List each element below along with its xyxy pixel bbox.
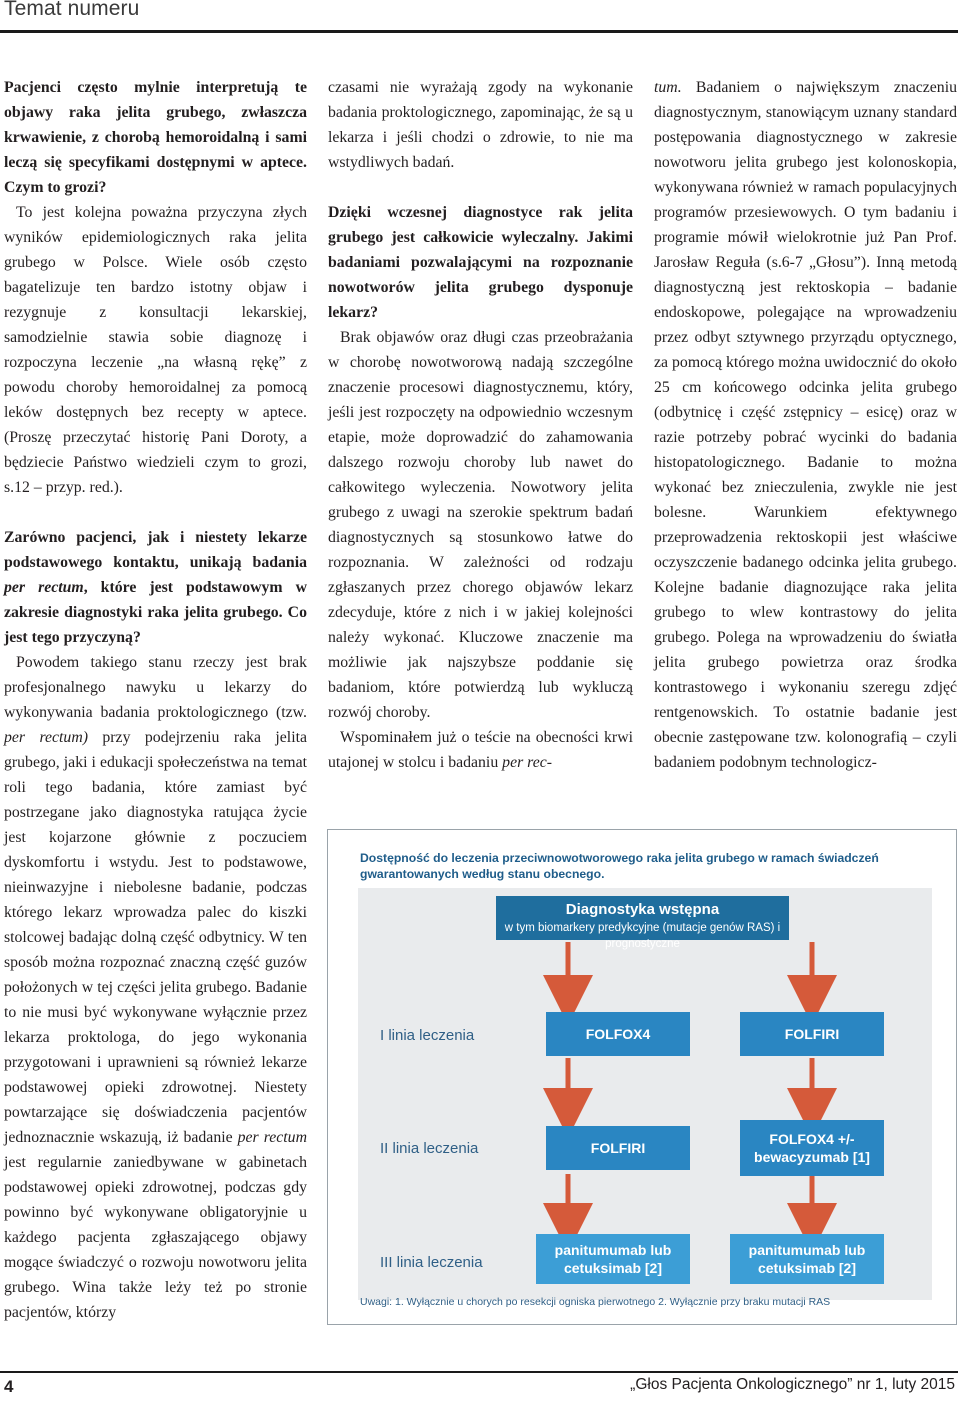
answer-2-continued: czasami nie wyrażają zgody na wykonanie badania proktologicznego, zapominając, że są u lekarza i jeśli chodzi o zdrowie, to nie ma wstydliwych badań. [328,79,633,171]
answer-2: Powodem takiego stanu rzeczy jest brak profesjonalnego nawyku u lekarzy do wykonywania badania proktologicznego (tzw. per rectum) przy podejrzeniu raka jelita grubego, jaki i edukacji społeczeństwa na temat roli tego badania, które zamiast być postrzegane jako diagnostyka ratująca życie jest kojarzone głównie z poczuciem dyskomfortu i wstydu. Jest to podstawowe, nieinwazyjne i niebolesne badanie, podczas którego lekarz wprowadza palec do kiszki stolcowej badając dolną część odbytnicy. W ten sposób można rozpoznać znaczną część guzów położonych w tej części jelita grubego. Badanie to nie musi być wykonywane wyłącznie przez lekarza proktologa, do jego wykonania przygotowani i uprawnieni są również lekarze podstawowej opieki zdrowotnej. Niestety powtarzające się doświadczenia pacjentów jednoznacznie wskazują, iż badanie per rectum jest regularnie zaniedbywane w gabinetach podstawowej opieki zdrowotnej, podczas gdy powinno być wykonywane obligatoryjnie u każdego pacjenta zgłaszającego objawy mogące świadczyć o rozwoju nowotworu jelita grubego. Wina także leży też po stronie pacjentów, którzy [4,654,307,1321]
answer-3-continued: tum. Badaniem o największym znaczeniu diagnostycznym, stanowiącym uznany standard postępowania diagnostycznego w zakresie nowotworu jelita grubego jest kolonoskopia, wykonywana również w ramach populacyjnych programów przesiewowych. O tym badaniu i programie mówił wielokrotnie już Pan Prof. Jarosław Reguła (s.6-7 „Głosu”). Inną metodą diagnostyczną jest rektoskopia – badanie endoskopowe, polegające na wprowadzeniu przez odbyt sztywnego przyrządu optycznego, za pomocą którego można uwidocznić do około 25 cm końcowego odcinka jelita grubego (odbytnicę i część zstępnicy – esicę) oraz w razie potrzeby pobrać wycinki do badania histopatologicznego. Badanie to można wykonać bez znieczulenia, zwykle nie jest bolesne. Warunkiem efektywnego przeprowadzenia rektoskopii jest właściwe oczyszczenie badanego odcinka jelita grubego. Kolejne badanie diagnozujące raka jelita grubego to wlew kontrastowy do jelita grubego. Polega na wprowadzeniu do światła jelita grubego powietrza oraz środka kontrastowego i wykonaniu szeregu zdjęć rentgenowskich. To ostatnie badanie jest obecnie zastępowane tzw. kolonografią – czyli badaniem podobnym technologicz- [654,79,957,771]
figure-caption: Dostępność do leczenia przeciwnowotworowego raka jelita grubego w ramach świadczeń gwarantowanych według stanu obecnego. [360,851,879,881]
box-initial-diagnostics-subtitle: w tym biomarkery predykcyjne (mutacje genów RAS) i prognostyczne [504,922,781,950]
label-second-line: II linia leczenia [380,1140,479,1157]
answer-1: To jest kolejna poważna przyczyna złych wyników epidemiologicznych raka jelita grubego w Polsce. Wiele osób często bagatelizuje ten bardzo istotny objaw i rezygnuje z konsultacji lekarskiej, samodzielnie stawia sobie diagnozę i rozpoczyna leczenie „na własną rękę” z powodu choroby hemoroidalnej za pomocą leków dostępnych bez recepty w aptece. (Proszę przeczytać historię Pani Doroty, a będziecie Państwo wiedzieli czym to grozi, s.12 – przyp. red.). [4,204,307,496]
question-1: Pacjenci często mylnie interpretują te objawy raka jelita grubego, zwłaszcza krwawienie, z chorobą hemoroidalną i sami leczą się specyfikami dostępnymi w aptece. Czym to grozi? [4,79,307,196]
box-line2-folfiri: FOLFIRI [546,1126,690,1170]
treatment-flow-figure [327,829,957,1325]
section-title: Temat numeru [4,0,140,20]
box-initial-diagnostics-title: Diagnostyka wstępna [565,901,720,918]
question-3: Dzięki wczesnej diagnostyce rak jelita grubego jest całkowicie wyleczalny. Jakimi badaniami pozwalającymi na rozpoznanie nowotworów jelita grubego dysponuje lekarz? [328,204,633,321]
label-third-line: III linia leczenia [380,1254,483,1271]
figure-note: Uwagi: 1. Wyłącznie u chorych po resekcji ogniska pierwotnego 2. Wyłącznie przy braku mutacji RAS [360,1296,831,1308]
article-column-3 [654,75,957,775]
answer-3-part-2: Wspominałem już o teście na obecności krwi utajonej w stolcu i badaniu per rec- [328,729,633,771]
box-line1-folfox4: FOLFOX4 [546,1012,690,1056]
box-line2-folfox4-bevacizumab: FOLFOX4 +/- bewacyzumab [1] [740,1120,884,1176]
label-first-line: I linia leczenia [380,1027,475,1044]
box-line1-folfiri: FOLFIRI [740,1012,884,1056]
answer-3: Brak objawów oraz długi czas przeobrażania w chorobę nowotworową nadają szczególne znaczenie procesowi diagnostycznemu, który, jeśli jest rozpoczęty na odpowiednio wczesnym etapie, może doprowadzić do zahamowania dalszego rozwoju choroby lub nawet do całkowitego wyleczenia. Nowotwory jelita grubego z uwagi na szerokie spektrum badań diagnostycznych są stosunkowo łatwe do rozpoznania. W zależności od rodzaju zgłaszanych przez chorego objawów lekarz zdecyduje, które z nich i w jakiej kolejności należy wykonać. Kluczowe znaczenie ma możliwie jak najszybsze poddanie się badaniom, które potwierdzą lub wykluczą rozwój choroby. [328,329,633,721]
box-line3-left-panitumumab: panitumumab lub cetuksimab [2] [536,1234,690,1284]
journal-name: „Głos Pacjenta Onkologicznego” nr 1, luty 2015 [630,1376,955,1393]
footer-rule [0,1371,958,1373]
question-2: Zarówno pacjenci, jak i niestety lekarze podstawowego kontaktu, unikają badania per rectum, które jest podstawowym w zakresie diagnostyki raka jelita grubego. Co jest tego przyczyną? [4,529,307,646]
page-number: 4 [4,1377,14,1396]
box-line3-right-panitumumab: panitumumab lub cetuksimab [2] [730,1234,884,1284]
article-column-2 [328,75,633,775]
article-column-1 [4,75,307,1325]
header-rule [0,30,958,33]
